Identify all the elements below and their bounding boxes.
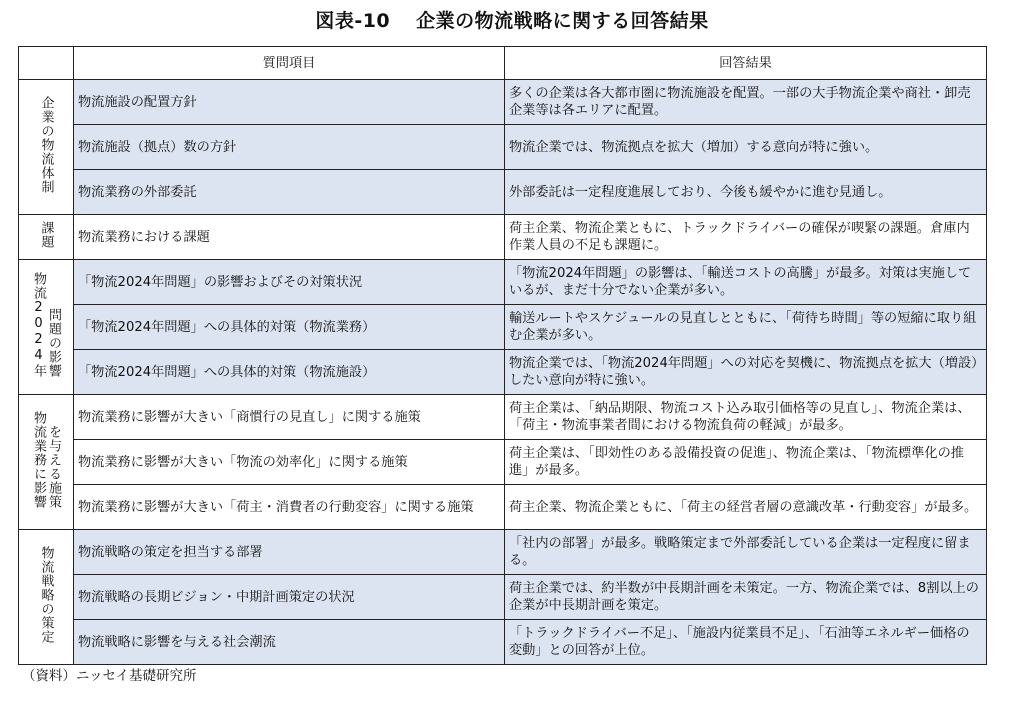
answer-text: 外部委託は一定程度進展しており、今後も緩やかに進む見通し。: [505, 170, 987, 215]
question-item: 「物流2024年問題」の影響およびその対策状況: [74, 260, 505, 305]
table-row: [19, 530, 987, 575]
answer-text: 荷主企業は、「即効性のある設備投資の促進」、物流企業は、「物流標準化の推進」が最多。: [505, 440, 987, 485]
table-row: [19, 575, 987, 620]
source-note: （資料）ニッセイ基礎研究所: [22, 668, 197, 684]
answer-text: 輸送ルートやスケジュールの見直しとともに、「荷待ち時間」等の短縮に取り組む企業が多い。: [505, 305, 987, 350]
category-label: 課題: [38, 220, 54, 249]
table-row: [19, 620, 987, 665]
category-label: を与える施策: [46, 424, 61, 509]
category-cell: [19, 215, 74, 260]
category-cell: [19, 80, 74, 215]
header-answer: 回答結果: [505, 47, 987, 80]
answer-text: 「物流2024年問題」の影響は、「輸送コストの高騰」が最多。対策は実施しているが、まだ十分でない企業が多い。: [505, 260, 987, 305]
question-item: 物流業務に影響が大きい「商慣行の見直し」に関する施策: [74, 395, 505, 440]
table-row: [19, 485, 987, 530]
answer-text: 荷主企業では、約半数が中長期計画を未策定。一方、物流企業では、8割以上の企業が中長期計画を策定。: [505, 575, 987, 620]
table-row: [19, 305, 987, 350]
table-row: [19, 80, 987, 125]
question-item: 物流戦略に影響を与える社会潮流: [74, 620, 505, 665]
category-label: 物流2024年: [31, 271, 46, 378]
table-header-row: [19, 47, 987, 80]
answer-text: 荷主企業、物流企業ともに、トラックドライバーの確保が喫緊の課題。倉庫内作業人員の不足も課題に。: [505, 215, 987, 260]
question-item: 物流業務における課題: [74, 215, 505, 260]
question-item: 物流業務に影響が大きい「荷主・消費者の行動変容」に関する施策: [74, 485, 505, 530]
category-cell: [19, 530, 74, 665]
table-row: [19, 170, 987, 215]
answer-text: 多くの企業は各大都市圏に物流施設を配置。一部の大手物流企業や商社・卸売企業等は各エリアに配置。: [505, 80, 987, 125]
question-item: 物流施設（拠点）数の方針: [74, 125, 505, 170]
category-cell: [19, 260, 74, 395]
table-row: [19, 260, 987, 305]
question-item: 物流業務の外部委託: [74, 170, 505, 215]
question-item: 「物流2024年問題」への具体的対策（物流施設）: [74, 350, 505, 395]
table-row: [19, 350, 987, 395]
question-item: 物流施設の配置方針: [74, 80, 505, 125]
question-item: 物流業務に影響が大きい「物流の効率化」に関する施策: [74, 440, 505, 485]
header-item: 質問項目: [74, 47, 505, 80]
table-row: [19, 125, 987, 170]
question-item: 「物流2024年問題」への具体的対策（物流業務）: [74, 305, 505, 350]
answer-text: 物流企業では、「物流2024年問題」への対応を契機に、物流拠点を拡大（増設）したい意向が特に強い。: [505, 350, 987, 395]
results-table: [18, 46, 987, 665]
answer-text: 荷主企業は、「納品期限、物流コスト込み取引価格等の見直し」、物流企業は、「荷主・物流事業者間における物流負荷の軽減」が最多。: [505, 395, 987, 440]
table-row: [19, 440, 987, 485]
header-category: [19, 47, 74, 80]
answer-text: 荷主企業、物流企業ともに、「荷主の経営者層の意識改革・行動変容」が最多。: [505, 485, 987, 530]
category-label: 企業の物流体制: [38, 95, 54, 194]
category-label: 問題の影響: [46, 307, 61, 378]
question-item: 物流戦略の策定を担当する部署: [74, 530, 505, 575]
answer-text: 「トラックドライバー不足」、「施設内従業員不足」、「石油等エネルギー価格の変動」との回答が上位。: [505, 620, 987, 665]
table-row: [19, 395, 987, 440]
figure-title-text: 企業の物流戦略に関する回答結果: [416, 10, 709, 32]
category-cell: [19, 395, 74, 530]
figure-number: 図表-10: [315, 10, 391, 32]
figure-title: [0, 6, 1024, 33]
category-label: 物流業務に影響: [31, 410, 46, 509]
answer-text: 物流企業では、物流拠点を拡大（増加）する意向が特に強い。: [505, 125, 987, 170]
category-label: 物流戦略の策定: [38, 545, 54, 644]
table-row: [19, 215, 987, 260]
question-item: 物流戦略の長期ビジョン・中期計画策定の状況: [74, 575, 505, 620]
answer-text: 「社内の部署」が最多。戦略策定まで外部委託している企業は一定程度に留まる。: [505, 530, 987, 575]
